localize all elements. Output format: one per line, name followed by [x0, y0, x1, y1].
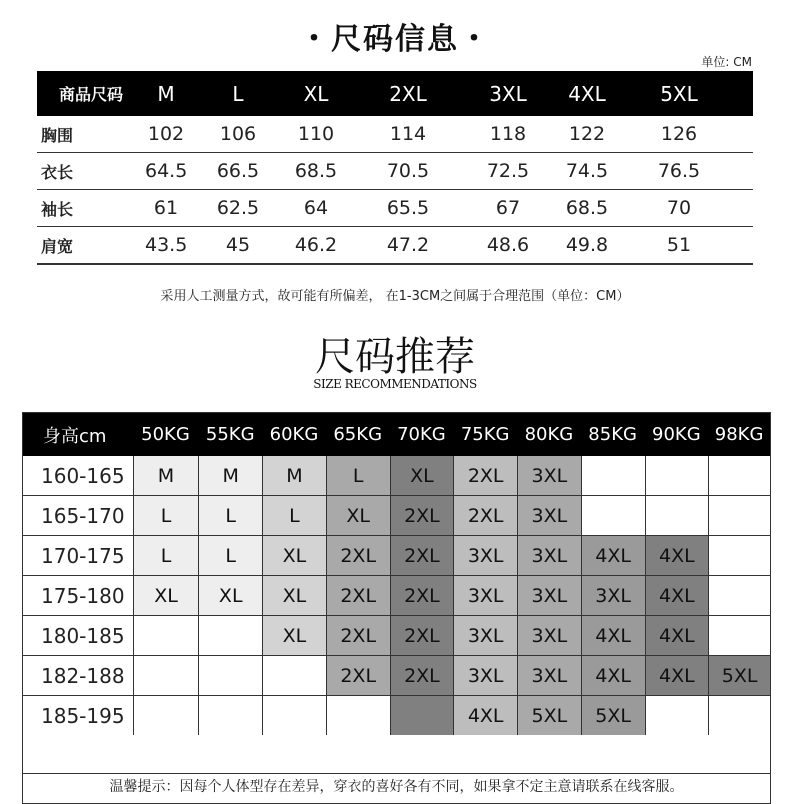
- height-range-label: 170-175: [41, 543, 125, 568]
- header-size-2xl: 2XL: [389, 81, 427, 106]
- recommended-size-cell: 2XL: [390, 616, 454, 655]
- measurement-cell: 61: [153, 197, 179, 219]
- recommended-size-cell: 3XL: [453, 616, 517, 655]
- recommendation-row: [23, 575, 770, 615]
- recommended-size-cell: XL: [198, 576, 262, 615]
- weight-header: 70KG: [397, 424, 446, 445]
- recommended-size-cell: M: [133, 456, 199, 495]
- recommendation-row: [23, 535, 770, 575]
- measurement-cell: 45: [225, 234, 251, 256]
- measurement-cell: 68.5: [565, 197, 609, 219]
- measurement-cell: 68.5: [294, 160, 338, 182]
- weight-header: 75KG: [460, 424, 510, 445]
- size-table-row: [37, 227, 753, 265]
- recommended-size-cell: XL: [262, 616, 326, 655]
- measurement-cell: 46.2: [294, 234, 338, 256]
- header-size-4xl: 4XL: [568, 81, 606, 106]
- recommended-size-cell: L: [198, 536, 262, 575]
- recommended-size-cell: L: [198, 496, 262, 535]
- recommended-size-cell: 4XL: [645, 616, 709, 655]
- height-range-label: 182-188: [41, 663, 125, 688]
- size-table-row: [37, 190, 753, 227]
- measurement-cell: 67: [495, 197, 521, 219]
- recommendation-header: [23, 413, 770, 456]
- recommended-size-cell: [133, 616, 199, 655]
- row-label: 袖长: [41, 199, 74, 219]
- recommended-size-cell: 3XL: [517, 456, 581, 495]
- weight-header: 60KG: [269, 424, 319, 445]
- header-size-3xl: 3XL: [489, 81, 527, 106]
- recommendation-row: [23, 456, 770, 495]
- recommended-size-cell: 4XL: [453, 696, 517, 735]
- recommended-size-cell: [581, 496, 645, 535]
- weight-header: 90KG: [652, 424, 701, 445]
- height-range-label: 180-185: [41, 623, 125, 648]
- unit-label: 单位: CM: [701, 55, 752, 69]
- recommendation-row: [23, 695, 770, 735]
- size-table-body: [37, 116, 753, 265]
- size-info-table: [37, 71, 753, 265]
- measurement-cell: 70.5: [386, 160, 430, 182]
- measurement-cell: 76.5: [657, 160, 701, 182]
- measurement-cell: 48.6: [486, 234, 530, 256]
- recommended-size-cell: [262, 696, 326, 735]
- header-size-5xl: 5XL: [660, 81, 698, 106]
- recommended-size-cell: [133, 656, 199, 695]
- recommended-size-cell: L: [262, 496, 326, 535]
- measurement-cell: 110: [297, 123, 335, 145]
- recommended-size-cell: [133, 696, 199, 735]
- measurement-cell: 126: [660, 123, 698, 145]
- recommended-size-cell: 3XL: [453, 576, 517, 615]
- recommended-size-cell: [708, 456, 770, 495]
- recommended-size-cell: [645, 696, 709, 735]
- recommended-size-cell: [708, 696, 770, 735]
- weight-header: 80KG: [524, 424, 574, 445]
- size-recommendation-subtitle: SIZE RECOMMENDATIONS: [313, 377, 477, 391]
- weight-header: 55KG: [205, 424, 255, 445]
- header-size-xl: XL: [303, 81, 329, 106]
- recommended-size-cell: [262, 656, 326, 695]
- recommended-size-cell: [708, 616, 770, 655]
- recommended-size-cell: XL: [133, 576, 199, 615]
- recommended-size-cell: 2XL: [326, 576, 390, 615]
- recommendation-row: [23, 655, 770, 695]
- recommended-size-cell: 2XL: [390, 536, 454, 575]
- size-info-title: ・尺码信息・: [299, 22, 491, 57]
- recommended-size-cell: 2XL: [390, 496, 454, 535]
- recommended-size-cell: 5XL: [517, 696, 581, 735]
- recommended-size-cell: [645, 456, 709, 495]
- recommended-size-cell: 3XL: [517, 616, 581, 655]
- size-table-row: [37, 116, 753, 153]
- measurement-cell: 74.5: [565, 160, 609, 182]
- recommended-size-cell: 3XL: [517, 656, 581, 695]
- recommended-size-cell: 3XL: [517, 496, 581, 535]
- measurement-cell: 114: [389, 123, 427, 145]
- recommended-size-cell: 3XL: [517, 576, 581, 615]
- measurement-cell: 64.5: [145, 160, 188, 182]
- recommended-size-cell: 3XL: [581, 576, 645, 615]
- recommended-size-cell: 2XL: [453, 496, 517, 535]
- height-header: 身高cm: [43, 425, 107, 447]
- recommended-size-cell: 5XL: [581, 696, 645, 735]
- size-table-header: [37, 71, 753, 116]
- measurement-cell: 66.5: [216, 160, 260, 182]
- measurement-cell: 64: [303, 197, 329, 219]
- recommended-size-cell: 4XL: [645, 576, 709, 615]
- recommended-size-cell: XL: [326, 496, 390, 535]
- recommended-size-cell: [708, 536, 770, 575]
- recommended-size-cell: [326, 696, 390, 735]
- recommended-size-cell: [198, 656, 262, 695]
- header-label: 商品尺码: [59, 85, 124, 104]
- size-recommendation-title: 尺码推荐: [315, 334, 475, 380]
- recommendation-body: [23, 456, 770, 735]
- recommended-size-cell: 5XL: [708, 656, 770, 695]
- measurement-cell: 65.5: [386, 197, 430, 219]
- recommended-size-cell: 3XL: [453, 536, 517, 575]
- recommended-size-cell: [198, 616, 262, 655]
- recommended-size-cell: [198, 696, 262, 735]
- recommended-size-cell: L: [133, 536, 199, 575]
- measurement-cell: 62.5: [216, 197, 260, 219]
- recommended-size-cell: M: [262, 456, 326, 495]
- footer-tip: 温馨提示：因每个人体型存在差异，穿衣的喜好各有不同，如果拿不定主意请联系在线客服。: [22, 774, 771, 804]
- recommended-size-cell: L: [326, 456, 390, 495]
- header-size-l: L: [232, 81, 244, 106]
- recommended-size-cell: 4XL: [581, 536, 645, 575]
- recommendation-row: [23, 495, 770, 535]
- header-size-m: M: [157, 81, 175, 106]
- measurement-cell: 70: [666, 197, 692, 219]
- measurement-cell: 47.2: [386, 234, 430, 256]
- recommended-size-cell: XL: [262, 536, 326, 575]
- height-range-label: 160-165: [41, 463, 125, 488]
- recommended-size-cell: 3XL: [453, 656, 517, 695]
- height-range-label: 175-180: [41, 583, 125, 608]
- height-range-label: 165-170: [41, 503, 125, 528]
- recommended-size-cell: [708, 496, 770, 535]
- row-label: 胸围: [41, 125, 74, 145]
- weight-header: 50KG: [141, 424, 190, 445]
- weight-header: 65KG: [333, 424, 383, 445]
- recommended-size-cell: M: [198, 456, 262, 495]
- measurement-cell: 122: [568, 123, 606, 145]
- measurement-cell: 106: [219, 123, 257, 145]
- height-range-label: 185-195: [41, 703, 125, 728]
- weight-header: 98KG: [714, 424, 764, 445]
- recommended-size-cell: [708, 576, 770, 615]
- measurement-cell: 51: [666, 234, 692, 256]
- recommended-size-cell: XL: [262, 576, 326, 615]
- recommended-size-cell: 4XL: [581, 616, 645, 655]
- recommended-size-cell: 2XL: [453, 456, 517, 495]
- recommended-size-cell: L: [133, 496, 199, 535]
- measurement-cell: 118: [489, 123, 527, 145]
- recommended-size-cell: 3XL: [517, 536, 581, 575]
- measurement-cell: 49.8: [565, 234, 609, 256]
- recommended-size-cell: 2XL: [326, 656, 390, 695]
- row-label: 肩宽: [41, 236, 74, 256]
- recommended-size-cell: [390, 696, 454, 735]
- measurement-cell: 43.5: [145, 234, 188, 256]
- recommended-size-cell: 4XL: [581, 656, 645, 695]
- recommended-size-cell: [645, 496, 709, 535]
- measurement-cell: 72.5: [486, 160, 530, 182]
- weight-header: 85KG: [588, 424, 637, 445]
- recommended-size-cell: 2XL: [326, 616, 390, 655]
- recommended-size-cell: 4XL: [645, 656, 709, 695]
- recommended-size-cell: 2XL: [326, 536, 390, 575]
- measurement-note: 采用人工测量方式，故可能有所偏差， 在1-3CM之间属于合理范围（单位：CM）: [160, 289, 630, 304]
- recommended-size-cell: XL: [390, 456, 454, 495]
- recommended-size-cell: 4XL: [645, 536, 709, 575]
- measurement-cell: 102: [147, 123, 185, 145]
- recommended-size-cell: 2XL: [390, 656, 454, 695]
- recommended-size-cell: [581, 456, 645, 495]
- size-table-row: [37, 153, 753, 190]
- recommendation-row: [23, 615, 770, 655]
- recommended-size-cell: 2XL: [390, 576, 454, 615]
- size-recommendation-table: [22, 412, 771, 774]
- row-label: 衣长: [41, 162, 74, 182]
